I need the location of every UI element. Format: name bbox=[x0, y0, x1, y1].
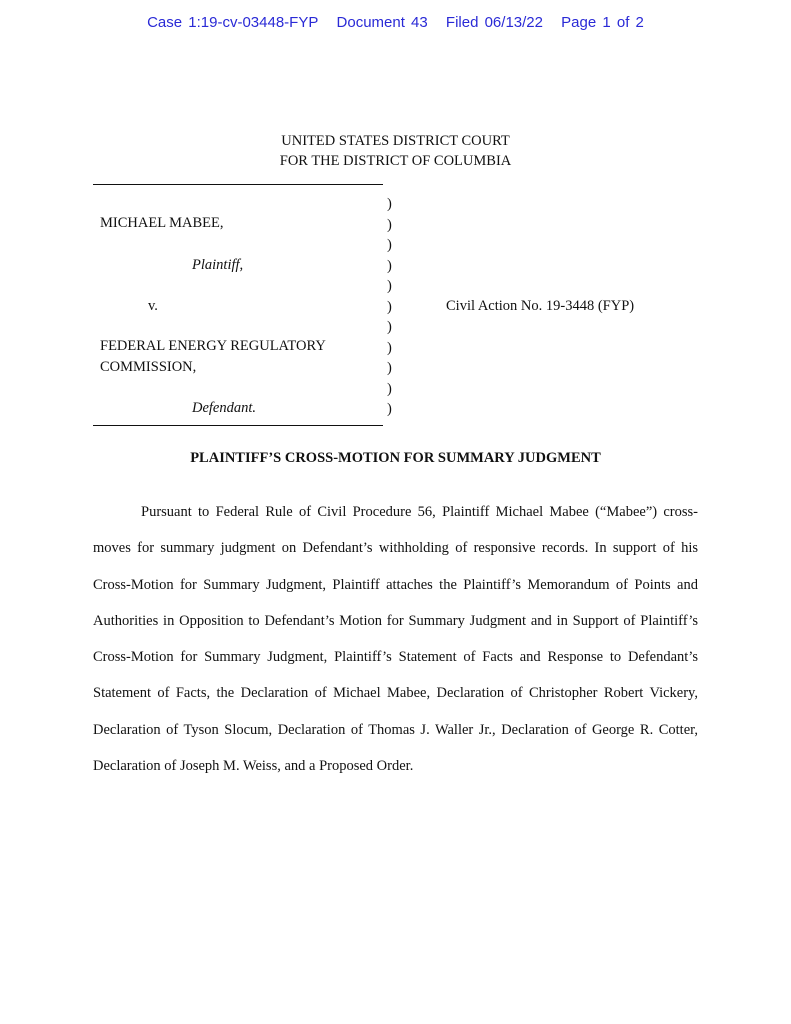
paren: ) bbox=[387, 360, 392, 376]
filed-date: Filed 06/13/22 bbox=[445, 14, 543, 31]
paren: ) bbox=[387, 278, 392, 294]
versus: v. bbox=[148, 298, 158, 314]
paren: ) bbox=[387, 196, 392, 212]
paren: ) bbox=[387, 257, 392, 274]
paren: ) bbox=[387, 401, 392, 417]
defendant-name-line1: FEDERAL ENERGY REGULATORY bbox=[100, 338, 326, 354]
paren: ) bbox=[387, 380, 392, 397]
civil-action-number: Civil Action No. 19-3448 (FYP) bbox=[446, 298, 635, 314]
motion-body bbox=[93, 494, 698, 784]
paren: ) bbox=[387, 319, 392, 335]
court-name: UNITED STATES DISTRICT COURT bbox=[281, 133, 510, 149]
caption-parentheses bbox=[387, 194, 392, 420]
document-number: Document 43 bbox=[336, 14, 428, 31]
motion-title: PLAINTIFF’S CROSS-MOTION FOR SUMMARY JUDGMENT bbox=[190, 450, 601, 466]
paren: ) bbox=[387, 237, 392, 253]
page-indicator: Page 1 of 2 bbox=[561, 14, 644, 31]
filing-stamp-header bbox=[0, 14, 791, 31]
court-district: FOR THE DISTRICT OF COLUMBIA bbox=[279, 153, 512, 169]
paren: ) bbox=[387, 298, 392, 315]
body-paragraph: Pursuant to Federal Rule of Civil Procedure 56, Plaintiff Michael Mabee (“Mabee”) cross-moves for summary judgment on Defendant’s withholding of responsive records. In support of his Cross-Motion for Summary Judgment, Plaintiff attaches the Plaintiff’s Memorandum of Points and Authorities in Opposition to Defendant’s Motion for Summary Judgment and in Support of Plaintiff’s Cross-Motion for Summary Judgment, Plaintiff’s Statement of Facts and Response to Defendant’s Statement of Facts, the Declaration of Michael Mabee, Declaration of Christopher Robert Vickery, Declaration of Tyson Slocum, Declaration of Thomas J. Waller Jr., Declaration of George R. Cotter, Declaration of Joseph M. Weiss, and a Proposed Order. bbox=[93, 504, 698, 775]
plaintiff-name: MICHAEL MABEE, bbox=[100, 215, 224, 231]
defendant-name-line2: COMMISSION, bbox=[100, 359, 197, 375]
paren: ) bbox=[387, 339, 392, 356]
defendant-label: Defendant. bbox=[192, 400, 257, 416]
case-number: Case 1:19-cv-03448-FYP bbox=[147, 14, 319, 31]
court-heading bbox=[0, 131, 791, 171]
caption-top-rule bbox=[93, 184, 383, 185]
plaintiff-label: Plaintiff, bbox=[192, 257, 244, 273]
caption-bottom-rule bbox=[93, 425, 383, 426]
paren: ) bbox=[387, 216, 392, 233]
